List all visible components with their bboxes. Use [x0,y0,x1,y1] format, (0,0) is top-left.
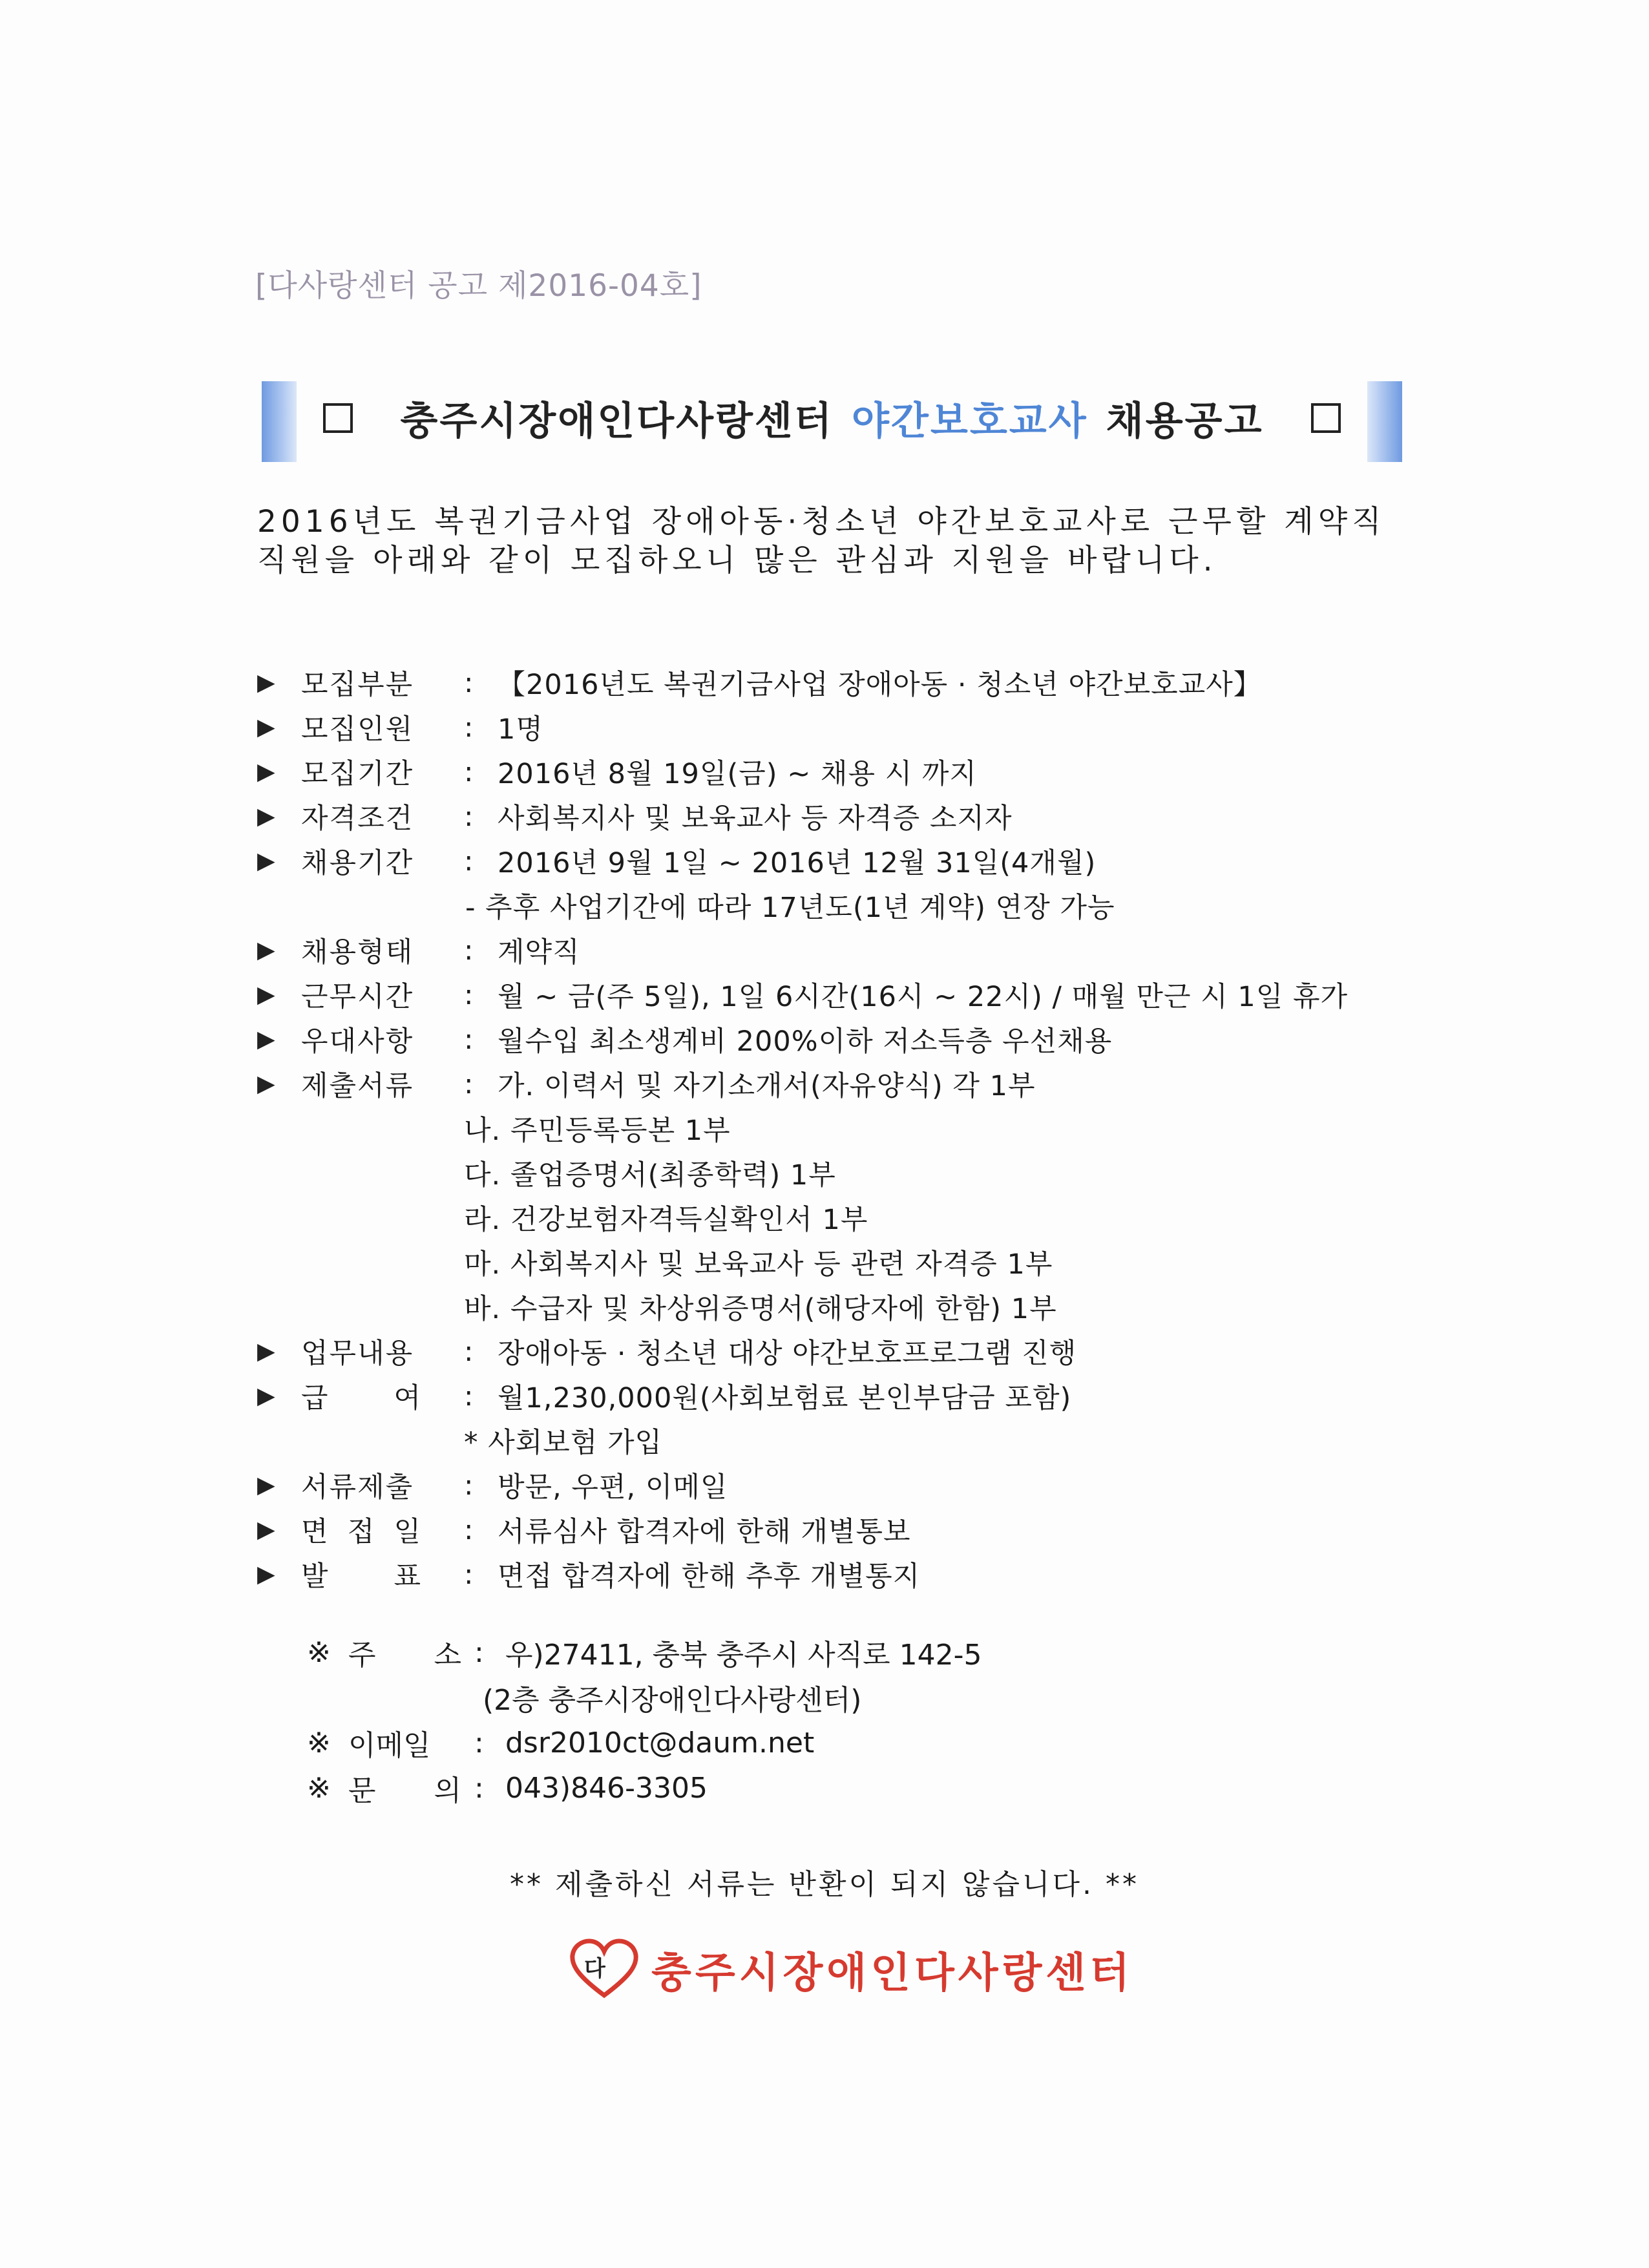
colon: : [464,755,474,788]
heart-logo-icon [569,1938,640,2000]
item-label: 채용기간 [301,847,414,879]
item-value: 면접 합격자에 한해 추후 개별통지 [498,1560,921,1593]
item-employment-period [257,839,1420,883]
label-char: 접 [347,1516,375,1548]
item-label: 모집기간 [301,758,414,790]
contact-phone [307,1765,1341,1811]
document-item: 가. 이력서 및 자기소개서(자유양식) 각 1부 [498,1070,1036,1102]
document-item: 다. 졸업증명서(최종학력) 1부 [464,1159,836,1192]
label-char: 급 [301,1382,328,1414]
colon: : [464,800,474,833]
reference-mark-icon: ※ [307,1635,331,1669]
title-accent-left [262,381,297,462]
item-value: 월 ~ 금(주 5일), 1일 6시간(16시 ~ 22시) / 매월 만근 시 1일 휴가 [498,981,1349,1013]
item-note-text: * 사회보험 가입 [464,1427,663,1459]
item-work-hours [257,972,1420,1017]
item-label: 우대사항 [301,1025,414,1058]
title-highlight: 야간보호교사 [851,399,1088,444]
reference-mark-icon: ※ [307,1771,331,1805]
item-value: 【2016년도 복권기금사업 장애아동 · 청소년 야간보호교사】 [498,669,1262,701]
contact-label [348,1632,461,1673]
label-char: 의 [434,1774,461,1807]
recruitment-details [257,660,1420,1597]
document-row [257,1106,1420,1151]
item-submission [257,1463,1420,1507]
intro-line: 2016년도 복권기금사업 장애아동·청소년 야간보호교사로 근무할 계약직 [257,504,1386,540]
document-row [257,1195,1420,1240]
arrow-icon: ▶ [257,1338,275,1365]
colon: : [464,1067,474,1100]
phone-value: 043)846-3305 [505,1771,708,1805]
item-label [301,1510,421,1549]
item-note-text: - 추후 사업기간에 따라 17년도(1년 계약) 연장 가능 [465,892,1115,924]
email-value: dsr2010ct@daum.net [505,1726,815,1759]
item-label: 서류제출 [301,1471,414,1504]
colon: : [464,978,474,1011]
arrow-icon: ▶ [257,1472,275,1498]
contact-address [307,1630,1341,1675]
label-char: 주 [348,1639,376,1672]
contact-email [307,1720,1341,1765]
title-suffix: 채용공고 [1106,399,1264,444]
notice-number: [다사랑센터 공고 제2016-04호] [255,268,702,304]
footer-note: ** 제출하신 서류는 반환이 되지 않습니다. ** [510,1868,1139,1901]
page-title [323,390,1341,446]
item-label: 자격조건 [301,803,414,835]
item-qualification [257,794,1420,839]
colon: : [464,1023,474,1056]
arrow-icon: ▶ [257,669,275,696]
colon: : [464,1558,474,1591]
colon: : [474,1635,484,1669]
item-note [257,883,1420,928]
arrow-icon: ▶ [257,1071,275,1097]
contact-label: 이메일 [348,1729,431,1762]
document-row [257,1151,1420,1195]
colon: : [474,1771,484,1805]
document-item: 나. 주민등록등본 1부 [464,1115,731,1147]
arrow-icon: ▶ [257,1517,275,1543]
colon: : [464,845,474,877]
org-logo [569,1938,1133,2000]
label-char: 일 [394,1516,421,1548]
item-value: 월1,230,000원(사회보험료 본인부담금 포함) [498,1382,1072,1414]
arrow-icon: ▶ [257,759,275,785]
label-char: 소 [434,1639,461,1672]
arrow-icon: ▶ [257,848,275,874]
document-row [257,1285,1420,1329]
item-value: 계약직 [498,936,580,969]
item-interview [257,1507,1420,1552]
contact-value: 우)27411, 충북 충주시 사직로 142-5 [505,1639,982,1672]
contact-address-cont [307,1675,1341,1720]
arrow-icon: ▶ [257,803,275,830]
arrow-icon: ▶ [257,937,275,963]
item-headcount [257,705,1420,750]
square-icon [1311,403,1341,433]
arrow-icon: ▶ [257,982,275,1008]
item-documents [257,1062,1420,1106]
document-row [257,1240,1420,1285]
document-item: 라. 건강보험자격득실확인서 1부 [464,1204,868,1236]
title-accent-right [1367,381,1402,462]
item-announcement [257,1552,1420,1597]
item-label [301,1376,421,1416]
item-label: 제출서류 [301,1070,414,1102]
contact-label [348,1767,461,1809]
item-recruit-area [257,660,1420,705]
contact-value: (2층 충주시장애인다사랑센터) [483,1684,862,1717]
colon: : [464,666,474,699]
item-value: 1명 [498,713,543,746]
label-char: 여 [394,1382,421,1414]
logo-mark: 다 [584,1956,605,1982]
item-salary [257,1374,1420,1418]
intro-paragraph [257,503,1414,580]
document-item: 마. 사회복지사 및 보육교사 등 관련 자격증 1부 [464,1248,1053,1281]
label-char: 발 [301,1560,328,1593]
item-value: 2016년 9월 1일 ~ 2016년 12월 31일(4개월) [498,847,1097,879]
colon: : [464,711,474,744]
arrow-icon: ▶ [257,714,275,740]
item-note [257,1418,1420,1463]
reference-mark-icon: ※ [307,1726,331,1759]
square-icon [323,403,353,433]
item-value: 방문, 우편, 이메일 [498,1471,728,1504]
intro-line: 직원을 아래와 같이 모집하오니 많은 관심과 지원을 바랍니다. [257,543,1217,578]
colon: : [464,1513,474,1546]
item-label: 업무내용 [301,1338,414,1370]
item-label [301,1555,421,1594]
item-label: 모집인원 [301,713,414,746]
arrow-icon: ▶ [257,1561,275,1588]
colon: : [464,934,474,967]
item-preference [257,1017,1420,1062]
label-char: 문 [348,1774,376,1807]
item-value: 2016년 8월 19일(금) ~ 채용 시 까지 [498,758,977,790]
item-label: 모집부분 [301,669,414,701]
item-value: 서류심사 합격자에 한해 개별통보 [498,1516,911,1548]
item-value: 월수입 최소생계비 200%이하 저소득층 우선채용 [498,1025,1113,1058]
label-char: 표 [394,1560,421,1593]
item-label: 채용형태 [301,936,414,969]
item-label: 근무시간 [301,981,414,1013]
colon: : [474,1726,484,1759]
logo-text: 충주시장애인다사랑센터 [651,1949,1134,1997]
item-period [257,750,1420,794]
item-employment-type [257,928,1420,972]
arrow-icon: ▶ [257,1026,275,1053]
label-char: 면 [301,1516,328,1548]
arrow-icon: ▶ [257,1383,275,1409]
item-value: 장애아동 · 청소년 대상 야간보호프로그램 진행 [498,1338,1077,1370]
colon: : [464,1335,474,1368]
title-org: 충주시장애인다사랑센터 [400,399,834,444]
item-duties [257,1329,1420,1374]
colon: : [464,1380,474,1412]
title-bar [262,381,1402,462]
item-value: 사회복지사 및 보육교사 등 자격증 소지자 [498,803,1013,835]
document-item: 바. 수급자 및 차상위증명서(해당자에 한함) 1부 [464,1293,1057,1325]
contact-info [307,1630,1341,1811]
colon: : [464,1469,474,1502]
